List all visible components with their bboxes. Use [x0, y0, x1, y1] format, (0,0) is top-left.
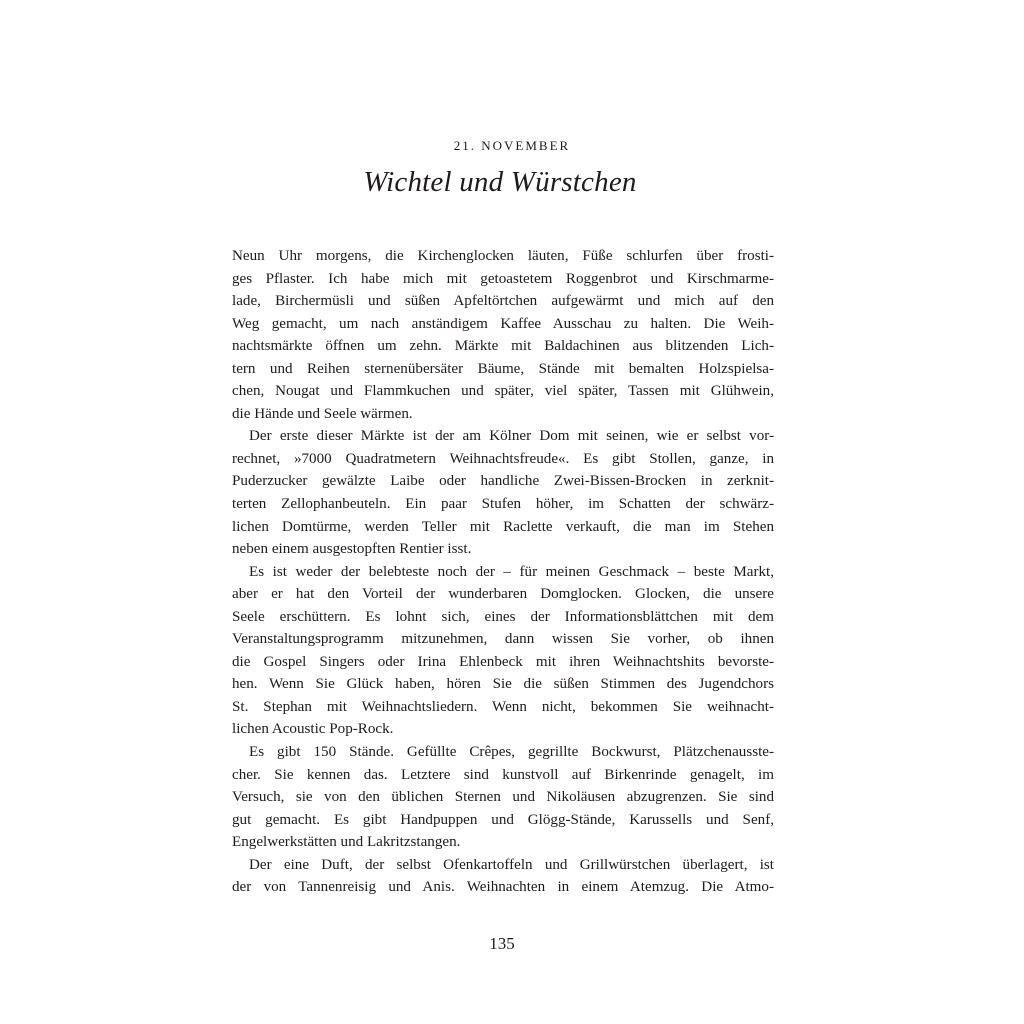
text-line: hen. Wenn Sie Glück haben, hören Sie die süßen Stimmen des Jugendchors [232, 676, 774, 693]
text-line: Es gibt 150 Stände. Gefüllte Crêpes, gegrillte Bockwurst, Plätzchenausste- [249, 744, 774, 761]
text-line: der von Tannenreisig und Anis. Weihnachten in einem Atemzug. Die Atmo- [232, 879, 774, 896]
text-line: lichen Domtürme, werden Teller mit Raclette verkauft, die man im Stehen [232, 518, 774, 535]
text-line: Es ist weder der belebteste noch der – für meinen Geschmack – beste Markt, [249, 563, 774, 580]
text-line: aber er hat den Vorteil der wunderbaren Domglocken. Glocken, die unsere [232, 586, 774, 603]
text-line: chen, Nougat und Flammkuchen und später, viel später, Tassen mit Glühwein, [232, 383, 774, 400]
text-line: Der eine Duft, der selbst Ofenkartoffeln und Grillwürstchen überlagert, ist [249, 856, 774, 873]
text-line: terten Zellophanbeuteln. Ein paar Stufen höher, im Schatten der schwärz- [232, 496, 774, 513]
text-line: Neun Uhr morgens, die Kirchenglocken läuten, Füße schlurfen über frosti- [232, 248, 774, 264]
text-line: Veranstaltungsprogramm mitzunehmen, dann wissen Sie vorher, ob ihnen [232, 631, 774, 648]
text-line: Der erste dieser Märkte ist der am Kölner Dom mit seinen, wie er selbst vor- [249, 428, 774, 445]
text-line: neben einem ausgestopften Rentier isst. [232, 541, 472, 558]
text-line: lichen Acoustic Pop-Rock. [232, 721, 394, 738]
text-line: lade, Birchermüsli und süßen Apfeltörtchen aufgewärmt und mich auf den [232, 293, 774, 310]
text-line: cher. Sie kennen das. Letztere sind kunstvoll auf Birkenrinde genagelt, im [232, 766, 774, 783]
page-number: 135 [489, 934, 515, 953]
text-line: die Hände und Seele wärmen. [232, 405, 413, 422]
chapter-title: Wichtel und Würstchen [363, 166, 637, 198]
chapter-date: 21. NOVEMBER [453, 138, 571, 153]
text-line: Seele erschüttern. Es lohnt sich, eines der Informationsblättchen mit dem [232, 608, 774, 625]
text-line: Engelwerkstätten und Lakritzstangen. [232, 834, 461, 851]
text-line: Versuch, sie von den üblichen Sternen und Nikoläusen abzugrenzen. Sie sind [232, 789, 774, 806]
text-line: gut gemacht. Es gibt Handpuppen und Glögg-Stände, Karussells und Senf, [232, 811, 774, 828]
text-line: Puderzucker gewälzte Laibe oder handliche Zwei-Bissen-Brocken in zerknit- [232, 473, 774, 490]
text-line: die Gospel Singers oder Irina Ehlenbeck mit ihren Weihnachtshits bevorste- [232, 653, 774, 670]
body-text [232, 245, 774, 899]
text-line: ges Pflaster. Ich habe mich mit getoastetem Roggenbrot und Kirschmarme- [232, 270, 774, 287]
text-line: St. Stephan mit Weihnachtsliedern. Wenn nicht, bekommen Sie weihnacht- [232, 698, 774, 715]
text-line: rechnet, »7000 Quadratmetern Weihnachtsfreude«. Es gibt Stollen, ganze, in [232, 450, 774, 467]
text-line: Weg gemacht, um nach anständigem Kaffee Ausschau zu halten. Die Weih- [232, 315, 774, 332]
text-line: tern und Reihen sternenübersäter Bäume, Stände mit bemalten Holzspielsa- [232, 360, 774, 377]
text-line: nachtsmärkte öffnen um zehn. Märkte mit Baldachinen aus blitzenden Lich- [232, 338, 774, 355]
